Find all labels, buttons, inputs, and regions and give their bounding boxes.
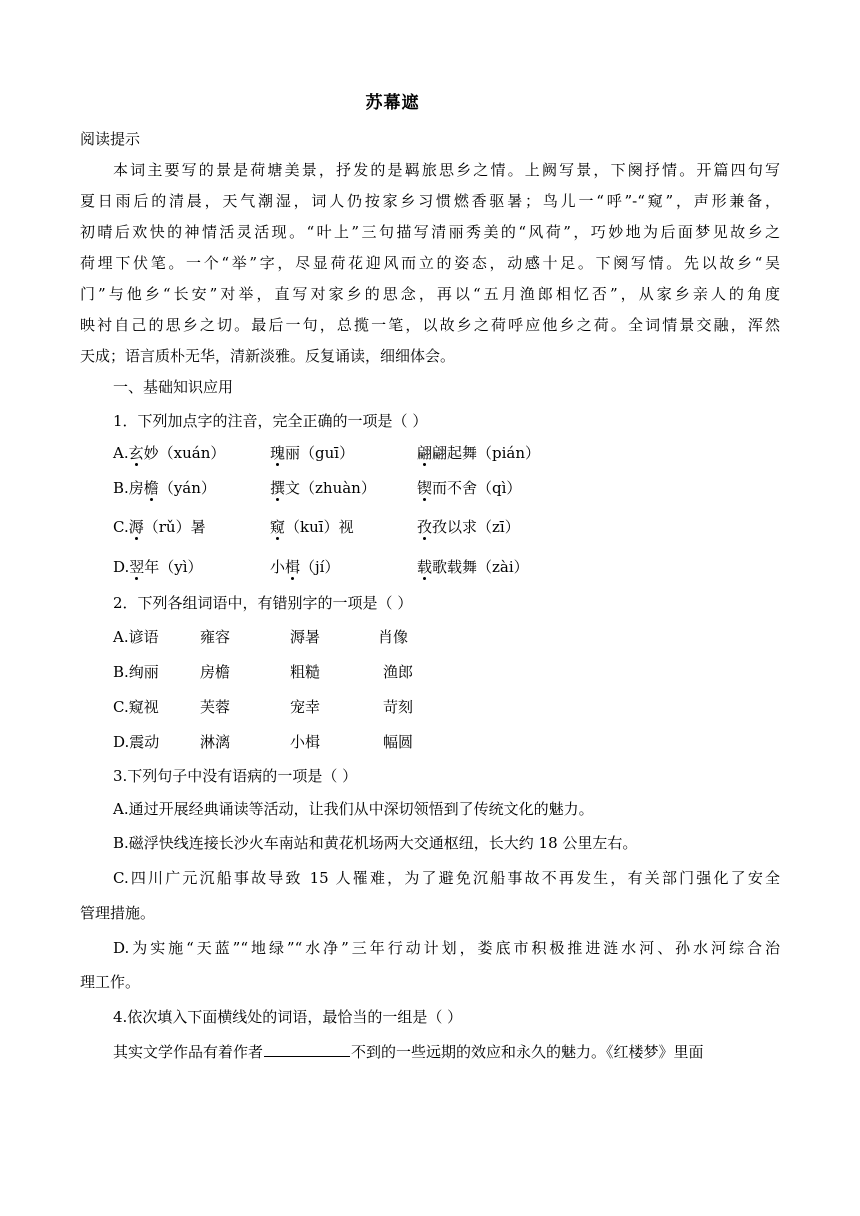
hint-line: 初晴后欢快的神情活灵活现。“叶上”三句描写清丽秀美的“风荷”，巧妙地为后面梦见故乡之 <box>80 223 780 241</box>
q2-word: 粗糙 <box>290 663 321 681</box>
q2-word: 苛刻 <box>383 698 414 716</box>
q2-word: 淋漓 <box>200 733 231 751</box>
q2-word: 宠幸 <box>290 698 321 716</box>
q1-option-b-item3: 锲而不舍（qì） <box>417 479 522 497</box>
hint-line: 映衬自己的思乡之切。最后一句，总揽一笔，以故乡之荷呼应他乡之荷。全词情景交融，浑然 <box>80 316 780 334</box>
q3-option-c: C.四川广元沉船事故导致 15 人罹难，为了避免沉船事故不再发生，有关部门强化了安全 <box>113 869 780 887</box>
q2-option-b: B.绚丽 <box>113 663 159 681</box>
q2-word: 芙蓉 <box>200 698 231 716</box>
q3-option-c-cont: 管理措施。 <box>80 904 156 922</box>
question-2-stem: 2．下列各组词语中，有错别字的一项是（ ） <box>113 594 413 612</box>
fill-in-blank <box>264 1041 350 1057</box>
q2-word: 房檐 <box>200 663 231 681</box>
question-1-stem: 1．下列加点字的注音，完全正确的一项是（ ） <box>113 412 428 430</box>
q1-option-b-item2: 撰文（zhuàn） <box>270 479 376 497</box>
question-3-stem: 3.下列句子中没有语病的一项是（ ） <box>113 767 358 785</box>
hint-line: 荷埋下伏笔。一个“举”字，尽显荷花迎风而立的姿态，动感十足。下阕写情。先以故乡“吴 <box>80 254 780 272</box>
q2-word: 肖像 <box>378 628 409 646</box>
q1-option-c: C.溽（rǔ）暑 <box>113 518 206 536</box>
q1-option-a-item2: 瑰丽（guī） <box>270 444 355 462</box>
q3-option-d: D.为实施“天蓝”“地绿”“水净”三年行动计划，娄底市积极推进涟水河、孙水河综合治 <box>113 939 780 957</box>
q4-passage-line: 其实文学作品有着作者 不到的一些远期的效应和永久的魅力。《红楼梦》里面 <box>113 1043 704 1061</box>
q2-word: 渔郎 <box>383 663 414 681</box>
q2-option-d: D.震动 <box>113 733 160 751</box>
q2-word: 幅圆 <box>383 733 414 751</box>
q1-option-c-item2: 窥（kuī）视 <box>270 518 354 536</box>
q3-option-a: A.通过开展经典诵读等活动，让我们从中深切领悟到了传统文化的魅力。 <box>113 800 594 818</box>
page-title: 苏幕遮 <box>365 93 420 113</box>
q1-option-b: B.房檐（yán） <box>113 479 216 497</box>
hint-heading: 阅读提示 <box>80 130 141 148</box>
q2-word: 溽暑 <box>290 628 321 646</box>
hint-line: 天成；语言质朴无华，清新淡雅。反复诵读，细细体会。 <box>80 347 456 365</box>
q3-option-d-cont: 理工作。 <box>80 973 141 991</box>
question-4-stem: 4.依次填入下面横线处的词语，最恰当的一组是（ ） <box>113 1008 463 1026</box>
hint-line: 本词主要写的景是荷塘美景，抒发的是羁旅思乡之情。上阙写景，下阕抒情。开篇四句写 <box>113 161 780 179</box>
section-heading: 一、基础知识应用 <box>113 378 234 396</box>
q1-option-a: A.玄妙（xuán） <box>113 444 226 462</box>
q1-option-d-item3: 载歌载舞（zài） <box>417 558 529 576</box>
q2-option-c: C.窥视 <box>113 698 159 716</box>
q1-option-c-item3: 孜孜以求（zī） <box>417 518 520 536</box>
q2-word: 雍容 <box>200 628 231 646</box>
q2-option-a: A.谚语 <box>113 628 159 646</box>
q1-option-d: D.翌年（yì） <box>113 558 203 576</box>
hint-line: 夏日雨后的清晨，天气潮湿，词人仍按家乡习惯燃香驱暑；鸟儿一“呼”-“窥”，声形兼备， <box>80 192 780 210</box>
q2-word: 小楫 <box>290 733 321 751</box>
q3-option-b: B.磁浮快线连接长沙火车南站和黄花机场两大交通枢纽，长大约 18 公里左右。 <box>113 834 638 852</box>
q1-option-d-item2: 小楫（jí） <box>270 558 340 576</box>
q1-option-a-item3: 翩翩起舞（pián） <box>417 444 541 462</box>
hint-line: 门”与他乡“长安”对举，直写对家乡的思念，再以“五月渔郎相忆否”，从家乡亲人的角度 <box>80 285 780 303</box>
